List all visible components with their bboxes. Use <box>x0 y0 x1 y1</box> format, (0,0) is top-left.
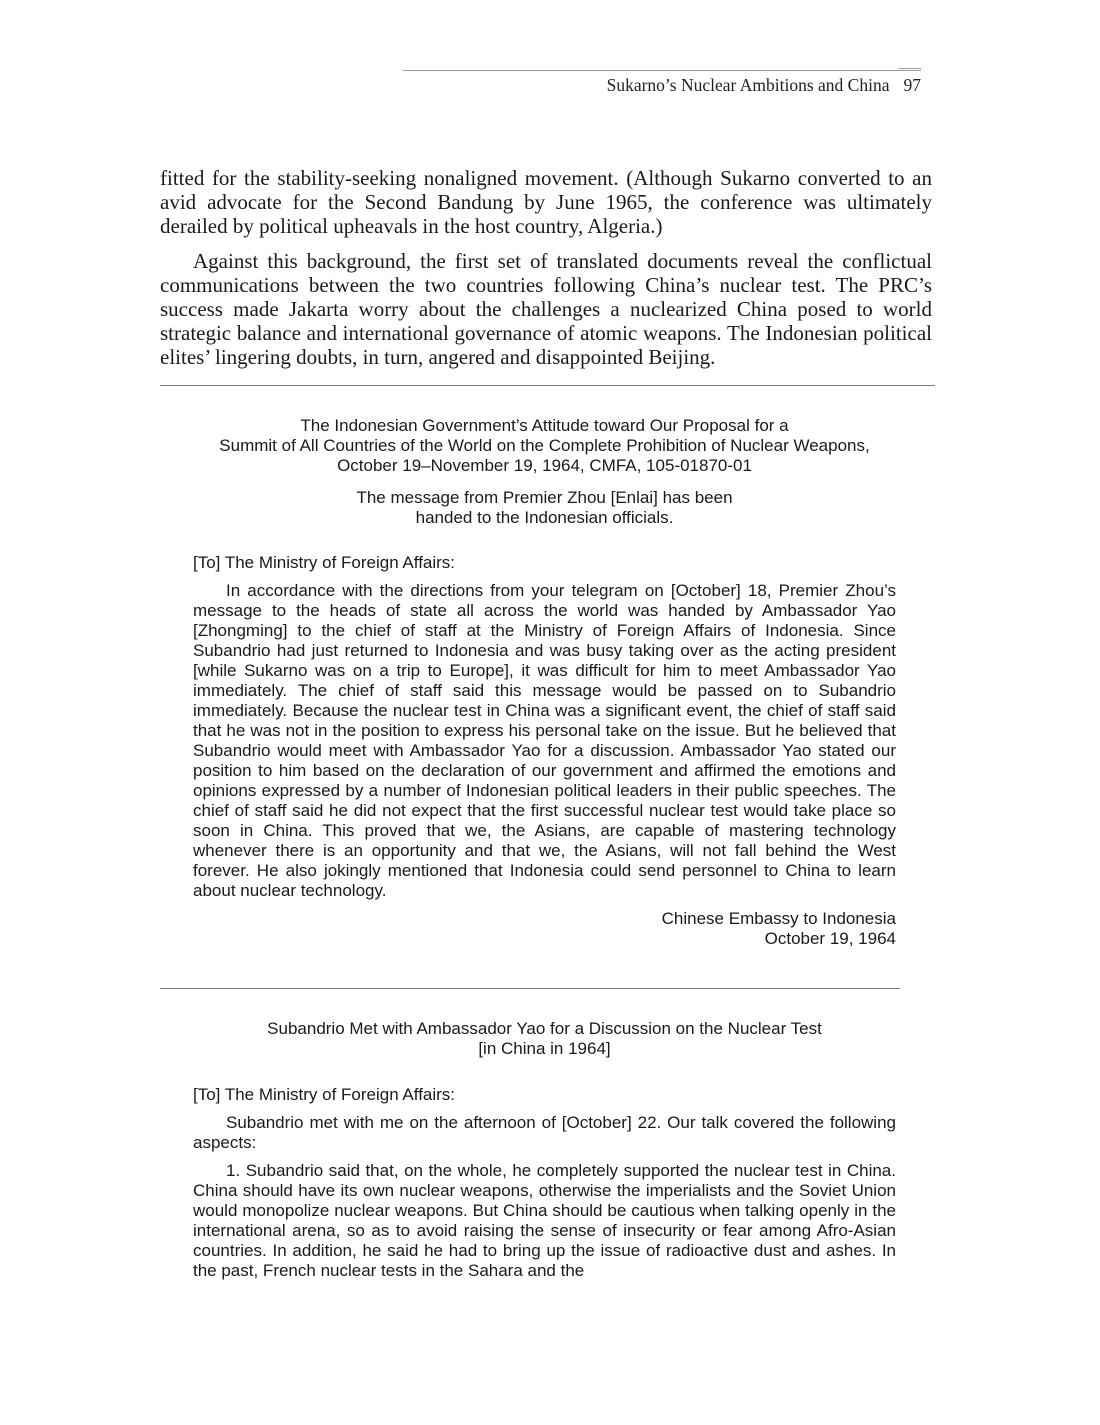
document-1 <box>193 416 896 949</box>
page-number: 97 <box>903 75 921 95</box>
doc2-addressee: [To] The Ministry of Foreign Affairs: <box>193 1085 456 1104</box>
doc2-paragraph-2: 1. Subandrio said that, on the whole, he completely supported the nuclear test in China. China should have its own nuclear weapons, otherwise the imperialists and the Soviet Union would monopolize nuclear weapons. But China should be cautious when talking openly in the international arena, so as to avoid raising the sense of insecurity or fear among Afro-Asian countries. In addition, he said he had to bring up the issue of radioactive dust and ashes. In the past, French nuclear tests in the Sahara and the <box>193 1161 896 1280</box>
running-head <box>403 70 921 101</box>
doc1-title-line-3: October 19–November 19, 1964, CMFA, 105-01870-01 <box>337 456 752 475</box>
intro-text <box>160 166 932 369</box>
doc2-title-line-2: [in China in 1964] <box>478 1039 611 1058</box>
intro-paragraph-1: fitted for the stability-seeking nonaligned movement. (Although Sukarno converted to an avid advocate for the Second Bandung by June 1965, the conference was ultimately derailed by political upheavals in the host country, Algeria.) <box>160 166 932 238</box>
doc2-title-line-1: Subandrio Met with Ambassador Yao for a Discussion on the Nuclear Test <box>267 1019 822 1038</box>
doc1-title-line-2: Summit of All Countries of the World on the Complete Prohibition of Nuclear Weapons, <box>219 436 870 455</box>
doc1-title-line-1: The Indonesian Government’s Attitude toward Our Proposal for a <box>300 416 789 435</box>
doc1-addressee: [To] The Ministry of Foreign Affairs: <box>193 553 456 572</box>
section-divider-2 <box>160 988 900 989</box>
running-head-title: Sukarno’s Nuclear Ambitions and China <box>606 75 890 95</box>
running-head-text <box>607 75 921 96</box>
doc1-signature-line-2: October 19, 1964 <box>764 929 896 948</box>
intro-paragraph-2: Against this background, the first set of translated documents reveal the conflictual communications between the two countries following China’s nuclear test. The PRC’s success made Jakarta worry about the challenges a nuclearized China posed to world strategic balance and international governance of atomic weapons. The Indonesian political elites’ lingering doubts, in turn, angered and disappointed Beijing. <box>160 249 932 369</box>
document-2 <box>193 1019 896 1281</box>
doc1-body: In accordance with the directions from your telegram on [October] 18, Premier Zhou’s message to the heads of state all across the world was handed by Ambassador Yao [Zhongming] to the chief of staff at the Ministry of Foreign Affairs of Indonesia. Since Subandrio had just returned to Indonesia and was busy taking over as the acting president [while Sukarno was on a trip to Europe], it was difficult for him to meet Ambassador Yao immediately. The chief of staff said this message would be passed on to Subandrio immediately. Because the nuclear test in China was a significant event, the chief of staff said that he was not in the position to express his personal take on the issue. But he believed that Subandrio would meet with Ambassador Yao for a discussion. Ambassador Yao stated our position to him based on the declaration of our government and affirmed the emotions and opinions expressed by a number of Indonesian political leaders in their public speeches. The chief of staff said he did not expect that the first successful nuclear test would take place so soon in China. This proved that we, the Asians, are capable of mastering technology whenever there is an opportunity and that we, the Asians, will not fall behind the West forever. He also jokingly mentioned that Indonesia could send personnel to China to learn about nuclear technology. <box>193 581 896 900</box>
running-head-rule <box>899 68 921 69</box>
doc2-paragraph-1: Subandrio met with me on the afternoon of [October] 22. Our talk covered the following aspects: <box>193 1113 896 1152</box>
doc1-note-line-1: The message from Premier Zhou [Enlai] has been <box>356 488 733 507</box>
doc1-signature-line-1: Chinese Embassy to Indonesia <box>661 909 896 928</box>
doc1-note-line-2: handed to the Indonesian officials. <box>415 508 674 527</box>
section-divider-1 <box>160 385 935 386</box>
